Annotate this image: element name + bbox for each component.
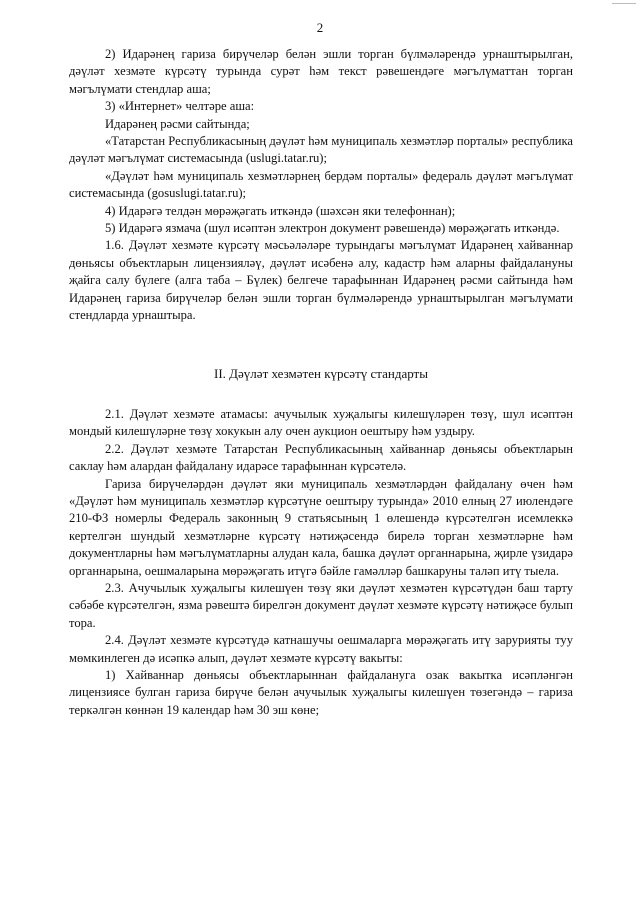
paragraph-official-site: Идарәнең рәсми сайтында;	[105, 116, 250, 131]
page-number: 2	[316, 20, 324, 35]
paragraph-2-4: 2.4. Дәүләт хезмәте күрсәтүдә катнашучы оешмаларга мөрәҗәгать итү зарурияты туу мөмкинлеген дә исәпкә алып, дәүләт хезмәте күрсәтү вакыты:	[69, 633, 573, 665]
paragraph-oral-request: 4) Идарәгә телдән мөрәҗәгать иткәндә (шәхсән яки телефоннан);	[105, 203, 456, 218]
paragraph-written-request: 5) Идарәгә язмача (шул исәптән электрон документ рәвешендә) мөрәҗәгать иткәндә.	[105, 221, 560, 236]
paragraph-1-6: 1.6. Дәүләт хезмәте күрсәтү мәсьәләләре турындагы мәгълүмат Идарәнең хайваннар дөньясы объектларын лицензияләү, дәүләт исәбенә алу, кадастр һәм аларны файдалануны җайга салу бүлеге (алга таба – Бүлек) белгече тарафыннан Идарәнең рәсми сайтында һәм Идарәнең гариза бирүчеләр белән эшли торган бүлмәләрендә урнаштырылган мәгълүмати стендларда урнаштыра.	[69, 238, 573, 323]
paragraph-prohibition: Гариза бирүчеләрдән дәүләт яки муниципаль хезмәтләрдән файдалану өчен һәм «Дәүләт һәм муниципаль хезмәтләр күрсәтүне оештыру турында» 2010 елның 27 июлендәге 210-ФЗ номерлы Федераль законның 9 статьясының 1 өлешендә күрсәтелгән исемлеккә кертелгән шундый хезмәтләрне күрсәтү нәтиҗәсендә бирелә торган хезмәтләрне һәм документларны һәм мәгълүматларны алудан кала, башка дәүләт органнарына, җирле үзидарә органнарына, оешмаларына мөрәҗәгать итүгә бәйле гамәлләр башкаруны таләп итү тыела.	[69, 476, 573, 578]
paragraph-2-1: 2.1. Дәүләт хезмәте атамасы: ачучылык хуҗалыгы килешүләрен төзү, шул исәптән мондый килешүләрне төзү хокукын алу очен аукцион оештыру һәм уздыру.	[69, 406, 573, 439]
paragraph-federal-portal: «Дәүләт һәм муниципаль хезмәтләрнең бердәм порталы» федераль дәүләт мәгълүмат системасында (gosuslugi.tatar.ru);	[69, 168, 573, 201]
document-body	[69, 46, 573, 719]
scan-mark	[612, 3, 636, 10]
paragraph-2-4-item-1: 1) Хайваннар дөньясы объектларыннан файдалануга озак вакытка исәпләнгән лицензиясе булган гариза бирүче белән ачучылык хуҗалыгы килешүен төзегәндә – гариза теркәлгән көннән 19 календар һәм 30 эш көне;	[69, 668, 573, 717]
paragraph-republic-portal: «Татарстан Республикасының дәүләт һәм муниципаль хезмәтләр порталы» республика дәүләт мәгълүмат системасында (uslugi.tatar.ru);	[69, 134, 573, 166]
paragraph-internet: 3) «Интернет» челтәре аша:	[105, 99, 255, 114]
section-heading: II. Дәүләт хезмәтен күрсәтү стандарты	[214, 365, 428, 381]
paragraph-2-2: 2.2. Дәүләт хезмәте Татарстан Республикасының хайваннар дөньясы объектларын саклау һәм алардан файдалану идарәсе тарафыннан күрсәтелә.	[69, 441, 573, 474]
paragraph-2-3: 2.3. Ачучылык хуҗалыгы килешүен төзү яки дәүләт хезмәтен күрсәтүдән баш тарту сәбәбе күрсәтелгән, язма рәвештә бирелгән документ дәүләт хезмәте күрсәтү нәтиҗәсе булып тора.	[69, 580, 573, 630]
paragraph-info-stands: 2) Идарәнең гариза бирүчеләр белән эшли торган бүлмәләрендә урнаштырылган, дәүләт хезмәте күрсәтү турында сурәт һәм текст рәвешендәге мәгълүматтан торган мәгълүмати стендлар аша;	[69, 47, 573, 96]
